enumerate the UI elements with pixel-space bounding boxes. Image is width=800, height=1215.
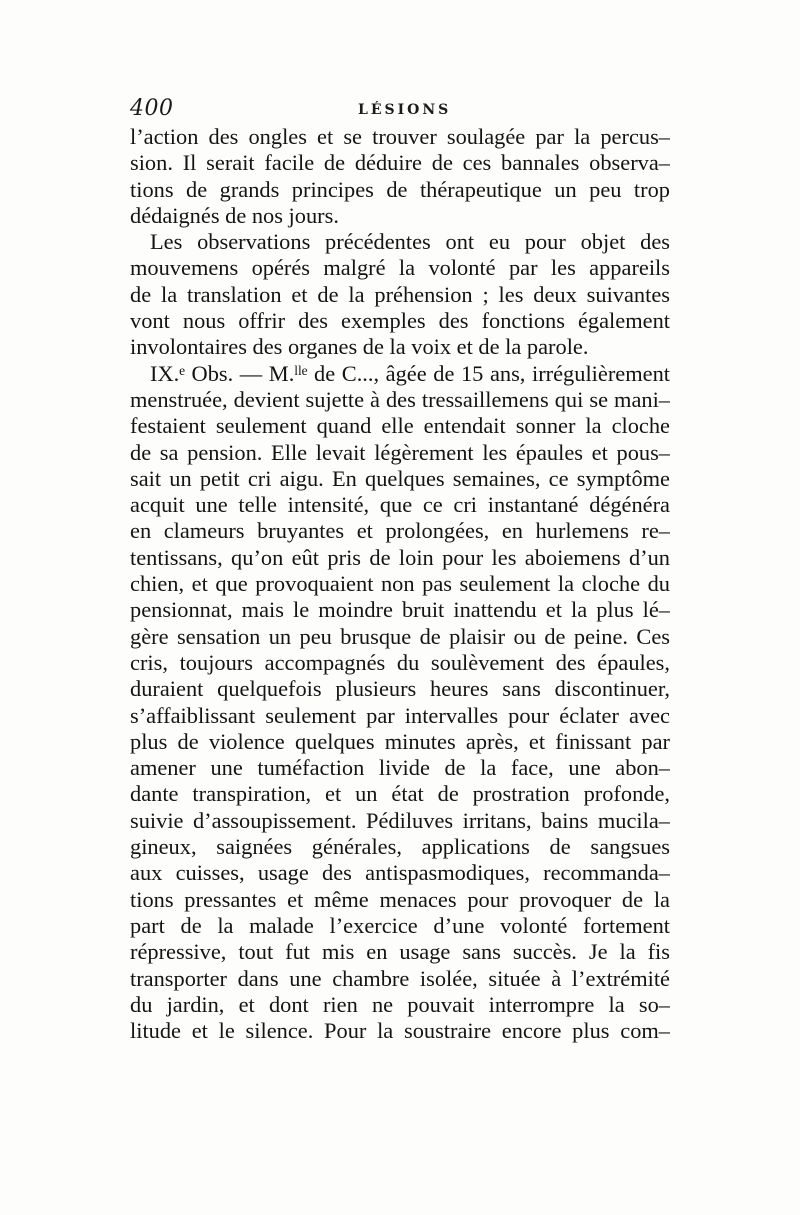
text-line: suivie d’assoupissement. Pédiluves irritans, bains mucila– — [130, 807, 670, 833]
text-line: répressive, tout fut mis en usage sans succès. Je la fis — [130, 939, 670, 965]
text-line: tentissans, qu’on eût pris de loin pour les aboiemens d’un — [130, 544, 670, 570]
text-line: de la translation et de la préhension ; les deux suivantes — [130, 281, 670, 307]
text-line: tions de grands principes de thérapeutique un peu trop — [130, 176, 670, 202]
text-line: dante transpiration, et un état de prostration profonde, — [130, 781, 670, 807]
text-line: cris, toujours accompagnés du soulèvement des épaules, — [130, 649, 670, 675]
text-line: sion. Il serait facile de déduire de ces bannales observa– — [130, 150, 670, 176]
text-line: litude et le silence. Pour la soustraire encore plus com– — [130, 1018, 670, 1044]
text-line: pensionnat, mais le moindre bruit inattendu et la plus lé– — [130, 597, 670, 623]
paragraph-first-line: Les observations précédentes ont eu pour objet des — [150, 229, 670, 255]
text-line: en clameurs bruyantes et prolongées, en hurlemens re– — [130, 518, 670, 544]
text-line: tions pressantes et même menaces pour provoquer de la — [130, 886, 670, 912]
text-line: gère sensation un peu brusque de plaisir ou de peine. Ces — [130, 623, 670, 649]
text-line: mouvemens opérés malgré la volonté par les appareils — [130, 255, 670, 281]
text-line: gineux, saignées générales, applications de sangsues — [130, 834, 670, 860]
text-line: duraient quelquefois plusieurs heures sans discontinuer, — [130, 676, 670, 702]
running-head: LÉSIONS — [358, 102, 452, 118]
page-number: 400 — [130, 96, 174, 121]
text-line: plus de violence quelques minutes après, et finissant par — [130, 728, 670, 754]
text-line: chien, et que provoquaient non pas seulement la cloche du — [130, 571, 670, 597]
text-line: du jardin, et dont rien ne pouvait interrompre la so– — [130, 991, 670, 1017]
text-line: l’action des ongles et se trouver soulagée par la percus– — [130, 124, 670, 149]
text-line: part de la malade l’exercice d’une volonté fortement — [130, 912, 670, 938]
text-line: sait un petit cri aigu. En quelques semaines, ce symptôme — [130, 465, 670, 491]
text-line: festaient seulement quand elle entendait sonner la cloche — [130, 413, 670, 439]
observation-heading-line: IX.ᵉ Obs. — M.ˡˡᵉ de C..., âgée de 15 ans, irrégulièrement — [150, 360, 670, 386]
text-line: amener une tuméfaction livide de la face, une abon– — [130, 755, 670, 781]
text-line: dédaignés de nos jours. — [130, 202, 339, 228]
text-line: involontaires des organes de la voix et de la parole. — [130, 334, 589, 360]
body-text — [130, 124, 670, 1044]
text-line: vont nous offrir des exemples des fonctions également — [130, 308, 670, 334]
text-line: menstruée, devient sujette à des tressaillemens qui se mani– — [130, 386, 670, 412]
text-line: aux cuisses, usage des antispasmodiques, recommanda– — [130, 860, 670, 886]
text-line: acquit une telle intensité, que ce cri instantané dégénéra — [130, 492, 670, 518]
text-line: transporter dans une chambre isolée, située à l’extrémité — [130, 965, 670, 991]
text-line: de sa pension. Elle levait légèrement les épaules et pous– — [130, 439, 670, 465]
text-line: s’affaiblissant seulement par intervalles pour éclater avec — [130, 702, 670, 728]
